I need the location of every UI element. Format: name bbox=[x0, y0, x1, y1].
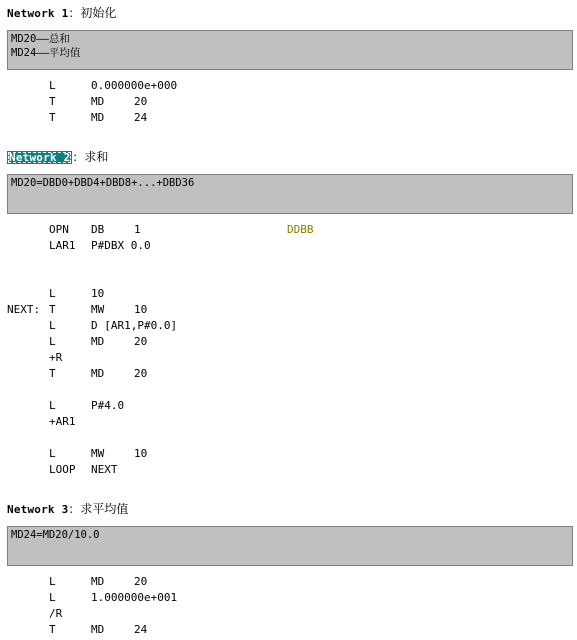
network-3-label[interactable]: Network 3 bbox=[7, 503, 69, 516]
stl-operand-value: 1 bbox=[134, 223, 141, 236]
stl-statement[interactable] bbox=[0, 334, 577, 350]
stl-statement[interactable] bbox=[0, 302, 577, 318]
stl-operand-value: 20 bbox=[134, 575, 148, 588]
network-1-comment[interactable]: MD20——总和 MD24——平均值 bbox=[7, 30, 573, 70]
network-2-label[interactable]: Network 2 bbox=[9, 151, 71, 164]
stl-statement[interactable] bbox=[0, 110, 577, 126]
stl-operand-value: 20 bbox=[134, 95, 148, 108]
stl-operand: P#4.0 bbox=[91, 399, 125, 412]
network-2-comment[interactable]: MD20=DBD0+DBD4+DBD8+...+DBD36 bbox=[7, 174, 573, 214]
stl-operand-value: 10 bbox=[134, 303, 148, 316]
stl-operand: 10 bbox=[91, 287, 105, 300]
stl-statement[interactable] bbox=[0, 590, 577, 606]
stl-operand: MD bbox=[91, 367, 105, 380]
stl-operand: 0.000000e+000 bbox=[91, 79, 178, 92]
network-1-name[interactable]: 初始化 bbox=[80, 6, 117, 20]
stl-statement[interactable] bbox=[0, 286, 577, 302]
stl-operand: MD bbox=[91, 95, 105, 108]
network-3-separator: ： bbox=[68, 502, 81, 516]
stl-instruction: L bbox=[49, 79, 56, 92]
network-3-comment[interactable]: MD24=MD20/10.0 bbox=[7, 526, 573, 566]
stl-operand: 1.000000e+001 bbox=[91, 591, 178, 604]
stl-statement[interactable] bbox=[0, 78, 577, 94]
stl-operand: D [AR1,P#0.0] bbox=[91, 319, 178, 332]
network-1-title[interactable] bbox=[7, 5, 116, 21]
stl-operand: MD bbox=[91, 575, 105, 588]
stl-statement[interactable] bbox=[0, 366, 577, 382]
network-2-separator: ： bbox=[72, 150, 85, 164]
stl-statement[interactable] bbox=[0, 318, 577, 334]
stl-operand: MD bbox=[91, 111, 105, 124]
stl-operand-value: 10 bbox=[134, 447, 148, 460]
stl-operand-value: 24 bbox=[134, 623, 148, 636]
stl-instruction: T bbox=[49, 623, 56, 636]
network-2-title[interactable] bbox=[7, 149, 108, 165]
stl-statement[interactable] bbox=[0, 446, 577, 462]
network-2-name[interactable]: 求和 bbox=[84, 150, 109, 164]
stl-operand: DB bbox=[91, 223, 105, 236]
stl-instruction: L bbox=[49, 575, 56, 588]
stl-instruction: OPN bbox=[49, 223, 69, 236]
stl-instruction: L bbox=[49, 591, 56, 604]
stl-instruction: L bbox=[49, 319, 56, 332]
stl-statement[interactable] bbox=[0, 222, 577, 238]
stl-statement[interactable] bbox=[0, 94, 577, 110]
stl-instruction: T bbox=[49, 303, 56, 316]
stl-statement[interactable] bbox=[0, 350, 577, 366]
stl-operand: NEXT bbox=[91, 463, 118, 476]
stl-operand: MD bbox=[91, 623, 105, 636]
network-1-separator: ： bbox=[68, 6, 81, 20]
network-3-title[interactable] bbox=[7, 501, 128, 517]
stl-instruction: +AR1 bbox=[49, 415, 76, 428]
stl-operand-value: 20 bbox=[134, 367, 148, 380]
stl-symbol-comment: DDBB bbox=[287, 223, 314, 236]
stl-operand: MW bbox=[91, 303, 105, 316]
stl-statement[interactable] bbox=[0, 606, 577, 622]
network-1-label[interactable]: Network 1 bbox=[7, 7, 69, 20]
stl-instruction: LAR1 bbox=[49, 239, 76, 252]
stl-statement[interactable] bbox=[0, 398, 577, 414]
stl-instruction: L bbox=[49, 447, 56, 460]
stl-statement[interactable] bbox=[0, 462, 577, 478]
stl-jump-label: NEXT: bbox=[7, 303, 41, 316]
stl-instruction: L bbox=[49, 287, 56, 300]
stl-instruction: +R bbox=[49, 351, 63, 364]
stl-instruction: T bbox=[49, 367, 56, 380]
stl-instruction: L bbox=[49, 399, 56, 412]
stl-operand: MD bbox=[91, 335, 105, 348]
stl-instruction: T bbox=[49, 111, 56, 124]
network-3-name[interactable]: 求平均值 bbox=[80, 502, 129, 516]
stl-statement[interactable] bbox=[0, 238, 577, 254]
stl-statement[interactable] bbox=[0, 574, 577, 590]
stl-operand-value: 20 bbox=[134, 335, 148, 348]
stl-instruction: L bbox=[49, 335, 56, 348]
stl-statement[interactable] bbox=[0, 622, 577, 638]
stl-instruction: T bbox=[49, 95, 56, 108]
stl-operand-value: 24 bbox=[134, 111, 148, 124]
stl-instruction: /R bbox=[49, 607, 63, 620]
stl-instruction: LOOP bbox=[49, 463, 76, 476]
stl-operand: P#DBX 0.0 bbox=[91, 239, 151, 252]
stl-statement[interactable] bbox=[0, 414, 577, 430]
stl-operand: MW bbox=[91, 447, 105, 460]
